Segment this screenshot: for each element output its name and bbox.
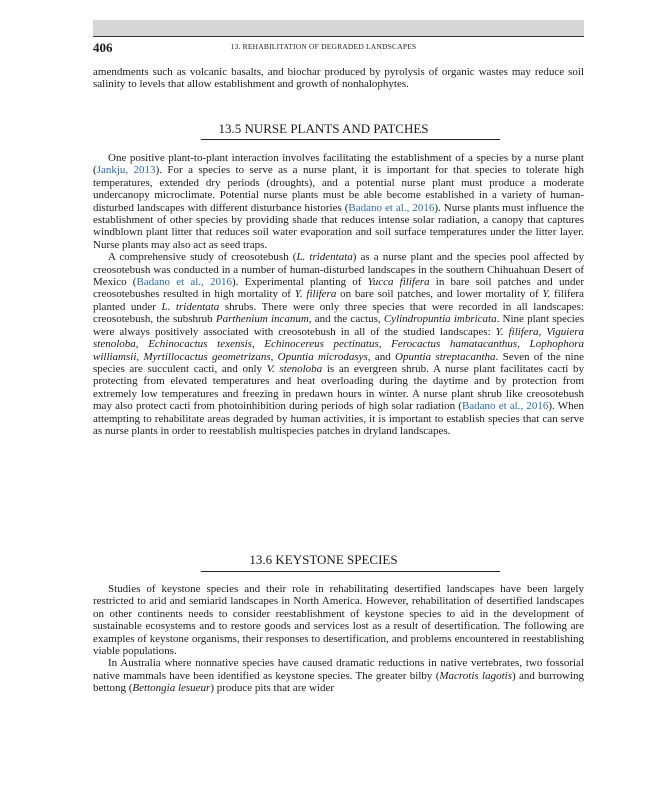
nurse-plants-paragraph-1: One positive plant-to-plant interaction involves facilitating the establishment of a species by a nurse plant (Jankju, 2013). For a species to serve as a nurse plant, it is important for that species to tolerate high temperatures, extended dry periods (droughts), and a potential nurse plant must produce a moderate undercanopy microclimate. Potential nurse plants must be able become established in a variety of human-disturbed landscapes with different disturbance histories (Badano et al., 2016). Nurse plants must influence the establishment of other species by providing shade that reduces intense solar radiation, a canopy that captures windblown plant litter that reduces soil water evaporation and soil surface temperatures under the litter layer. Nurse plants may also act as seed traps. — [93, 152, 585, 251]
header-bar — [93, 20, 584, 36]
citation-link[interactable]: Badano et al., 2016 — [348, 201, 435, 214]
intro-paragraph: amendments such as volcanic basalts, and biochar produced by pyrolysis of organic wastes may reduce soil salinity to levels that allow establishment and growth of nonhalophytes. — [93, 66, 584, 91]
section-13-6-title: 13.6 KEYSTONE SPECIES — [249, 552, 398, 567]
nurse-plants-paragraph-2: A comprehensive study of creosotebush (L. tridentata) as a nurse plant and the species pool affected by creosotebush was conducted in a number of human-disturbed landscapes in the southern Chihuahuan Desert of Mexico (Badano et al., 2016). Experimental planting of Yucca filifera in bare soil patches and under creosotebushes resulted in high mortality of Y. filifera on bare soil patches, and lower mortality of Y. filifera planted under L. tridentata shrubs. There were only three species that were recorded in all landscapes: creosotebush, the subshrub Parthenium incanum, and the cactus, Cylindropuntia imbricata. Nine plant species were always positively associated with creosotebush in all of the studied landscapes: Y. filifera, Viguiera stenoloba, Echinocactus texensis, Echinocereus pectinatus, Ferocactus hamatacanthus, Lophophora williamsii, Myrtillocactus geometrizans, Opuntia microdasys, and Opuntia streptacantha. Seven of the nine species are succulent cacti, and only V. stenoloba is an evergreen shrub. A nurse plant facilitates cacti by protecting from elevated temperatures and heat overloading during the daytime and by protection from extremely low temperatures and freezing in predawn hours in winter. A nurse plant shrub like creosotebush may also protect cacti from photoinhibition during periods of high solar radiation (Badano et al., 2016). When attempting to rehabilitate areas degraded by human activities, it is important to establish species that can serve as nurse plants in order to reestablish multispecies patches in dryland landscapes. — [93, 251, 585, 437]
running-head: 13. REHABILITATION OF DEGRADED LANDSCAPES — [230, 42, 417, 51]
section-13-5-rule — [201, 139, 500, 140]
section-13-5-title: 13.5 NURSE PLANTS AND PATCHES — [218, 121, 429, 136]
section-13-6-rule — [201, 571, 500, 572]
citation-link[interactable]: Badano et al., 2016 — [461, 400, 549, 413]
keystone-paragraph-1: Studies of keystone species and their role in rehabilitating desertified landscapes have been largely restricted to arid and semiarid landscapes in North America. However, rehabilitation of desertified landscapes on other continents needs to consider reestablishment of keystone species to aid in the development of sustainable ecosystems and to restore goods and services lost as a result of desertification. The following are examples of keystone organisms, their responses to desertification, and problems encountered in reestablishing viable populations. — [93, 583, 584, 658]
intro-paragraph-block — [93, 66, 584, 91]
section-13-5-body — [93, 152, 584, 437]
citation-link[interactable]: Badano et al., 2016 — [136, 276, 232, 289]
section-13-6-body — [93, 583, 584, 695]
header-rule — [93, 36, 584, 37]
page-number: 406 — [93, 40, 113, 55]
citation-link[interactable]: Jankju, 2013 — [96, 164, 156, 177]
keystone-paragraph-2: In Australia where nonnative species have caused dramatic reductions in native vertebrates, two fossorial native mammals have been identified as keystone species. The greater bilby (Macrotis lagotis) and burrowing bettong (Bettongia lesueur) produce pits that are wider — [93, 657, 585, 695]
